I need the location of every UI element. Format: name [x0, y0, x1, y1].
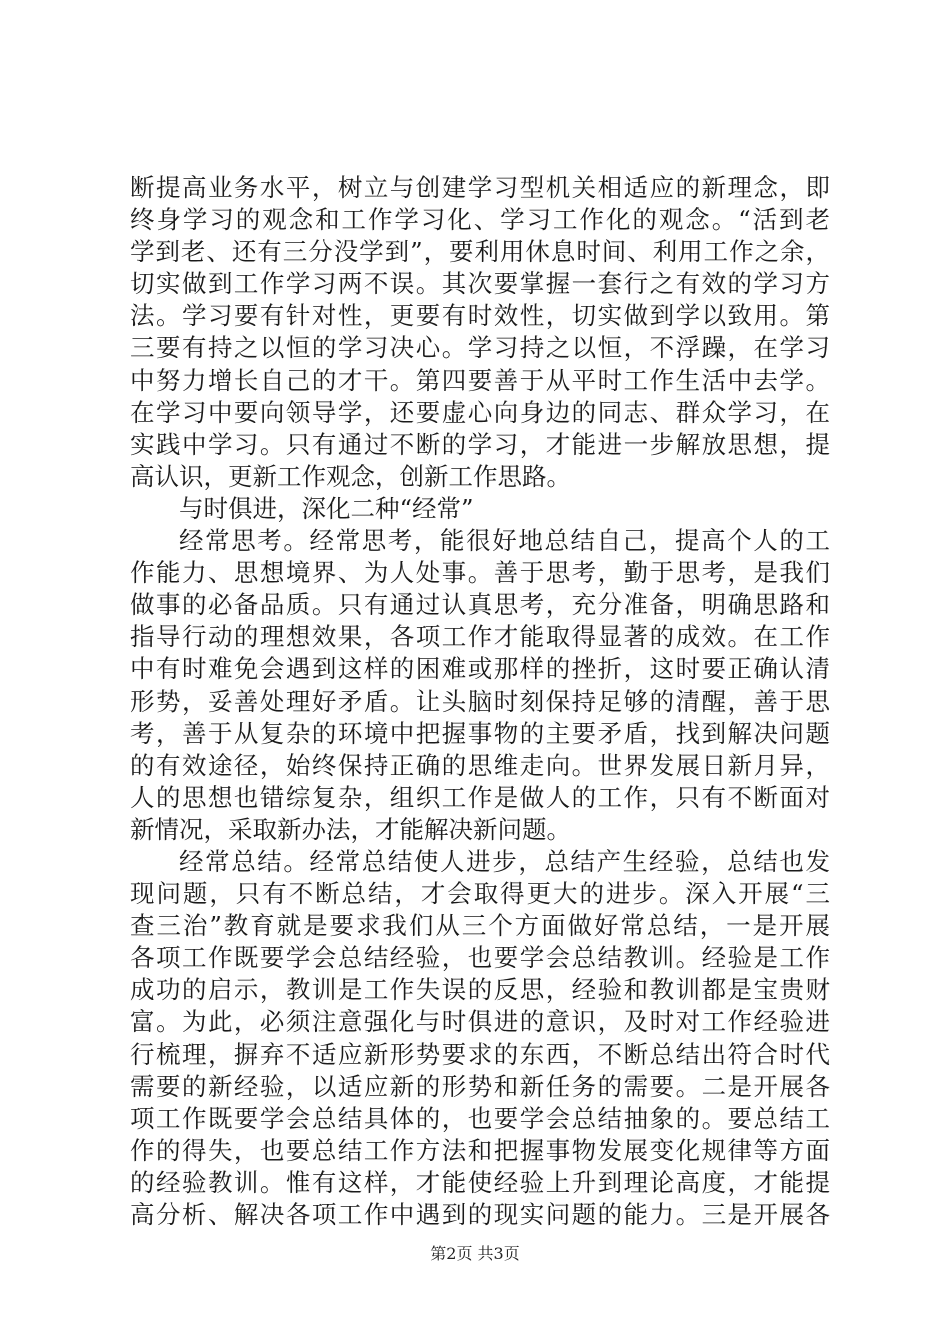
- text-line: 在学习中要向领导学，还要虚心向身边的同志、群众学习，在: [130, 397, 830, 427]
- text-line: 项工作既要学会总结具体的，也要学会总结抽象的。要总结工: [130, 1103, 830, 1133]
- text-line: 实践中学习。只有通过不断的学习，才能进一步解放思想，提: [130, 429, 830, 459]
- text-line: 需要的新经验，以适应新的形势和新任务的需要。二是开展各: [130, 1071, 830, 1101]
- text-line: 经常总结。经常总结使人进步，总结产生经验，总结也发: [179, 846, 830, 876]
- text-line: 行梳理，摒弃不适应新形势要求的东西，不断总结出符合时代: [130, 1039, 830, 1069]
- text-line: 指导行动的理想效果，各项工作才能取得显著的成效。在工作: [130, 622, 830, 652]
- text-line: 经常思考。经常思考，能很好地总结自己，提高个人的工: [179, 526, 830, 556]
- text-line: 三要有持之以恒的学习决心。学习持之以恒，不浮躁，在学习: [130, 333, 830, 363]
- text-line: 终身学习的观念和工作学习化、学习工作化的观念。“活到老: [130, 205, 830, 235]
- text-line: 查三治”教育就是要求我们从三个方面做好常总结，一是开展: [130, 911, 830, 941]
- body-text: [130, 172, 830, 1231]
- text-line: 的有效途径，始终保持正确的思维走向。世界发展日新月异，: [130, 750, 830, 780]
- text-line: 中努力增长自己的才干。第四要善于从平时工作生活中去学。: [130, 365, 830, 395]
- text-line: 切实做到工作学习两不误。其次要掌握一套行之有效的学习方: [130, 269, 830, 299]
- text-line: 做事的必备品质。只有通过认真思考，充分准备，明确思路和: [130, 590, 830, 620]
- text-line: 高认识，更新工作观念，创新工作思路。: [130, 461, 571, 491]
- text-line: 与时俱进，深化二种“经常”: [179, 493, 474, 523]
- text-line: 现问题，只有不断总结，才会取得更大的进步。深入开展“三: [130, 879, 830, 909]
- text-line: 的经验教训。惟有这样，才能使经验上升到理论高度，才能提: [130, 1167, 830, 1197]
- text-line: 成功的启示，教训是工作失误的反思，经验和教训都是宝贵财: [130, 975, 830, 1005]
- text-line: 考，善于从复杂的环境中把握事物的主要矛盾，找到解决问题: [130, 718, 830, 748]
- page-footer: 第2页 共3页: [430, 1244, 520, 1263]
- text-line: 形势，妥善处理好矛盾。让头脑时刻保持足够的清醒，善于思: [130, 686, 830, 716]
- text-line: 人的思想也错综复杂，组织工作是做人的工作，只有不断面对: [130, 782, 830, 812]
- text-line: 高分析、解决各项工作中遇到的现实问题的能力。三是开展各: [130, 1200, 830, 1229]
- text-line: 各项工作既要学会总结经验，也要学会总结教训。经验是工作: [130, 943, 830, 973]
- text-line: 学到老、还有三分没学到”，要利用休息时间、利用工作之余，: [130, 237, 830, 267]
- text-line: 作的得失，也要总结工作方法和把握事物发展变化规律等方面: [130, 1135, 830, 1165]
- text-line: 法。学习要有针对性，更要有时效性，切实做到学以致用。第: [130, 301, 830, 331]
- text-line: 作能力、思想境界、为人处事。善于思考，勤于思考，是我们: [130, 558, 830, 588]
- text-line: 断提高业务水平，树立与创建学习型机关相适应的新理念，即: [130, 173, 830, 202]
- text-line: 中有时难免会遇到这样的困难或那样的挫折，这时要正确认清: [130, 654, 830, 684]
- text-line: 新情况，采取新办法，才能解决新问题。: [130, 814, 571, 844]
- text-line: 富。为此，必须注意强化与时俱进的意识，及时对工作经验进: [130, 1007, 830, 1037]
